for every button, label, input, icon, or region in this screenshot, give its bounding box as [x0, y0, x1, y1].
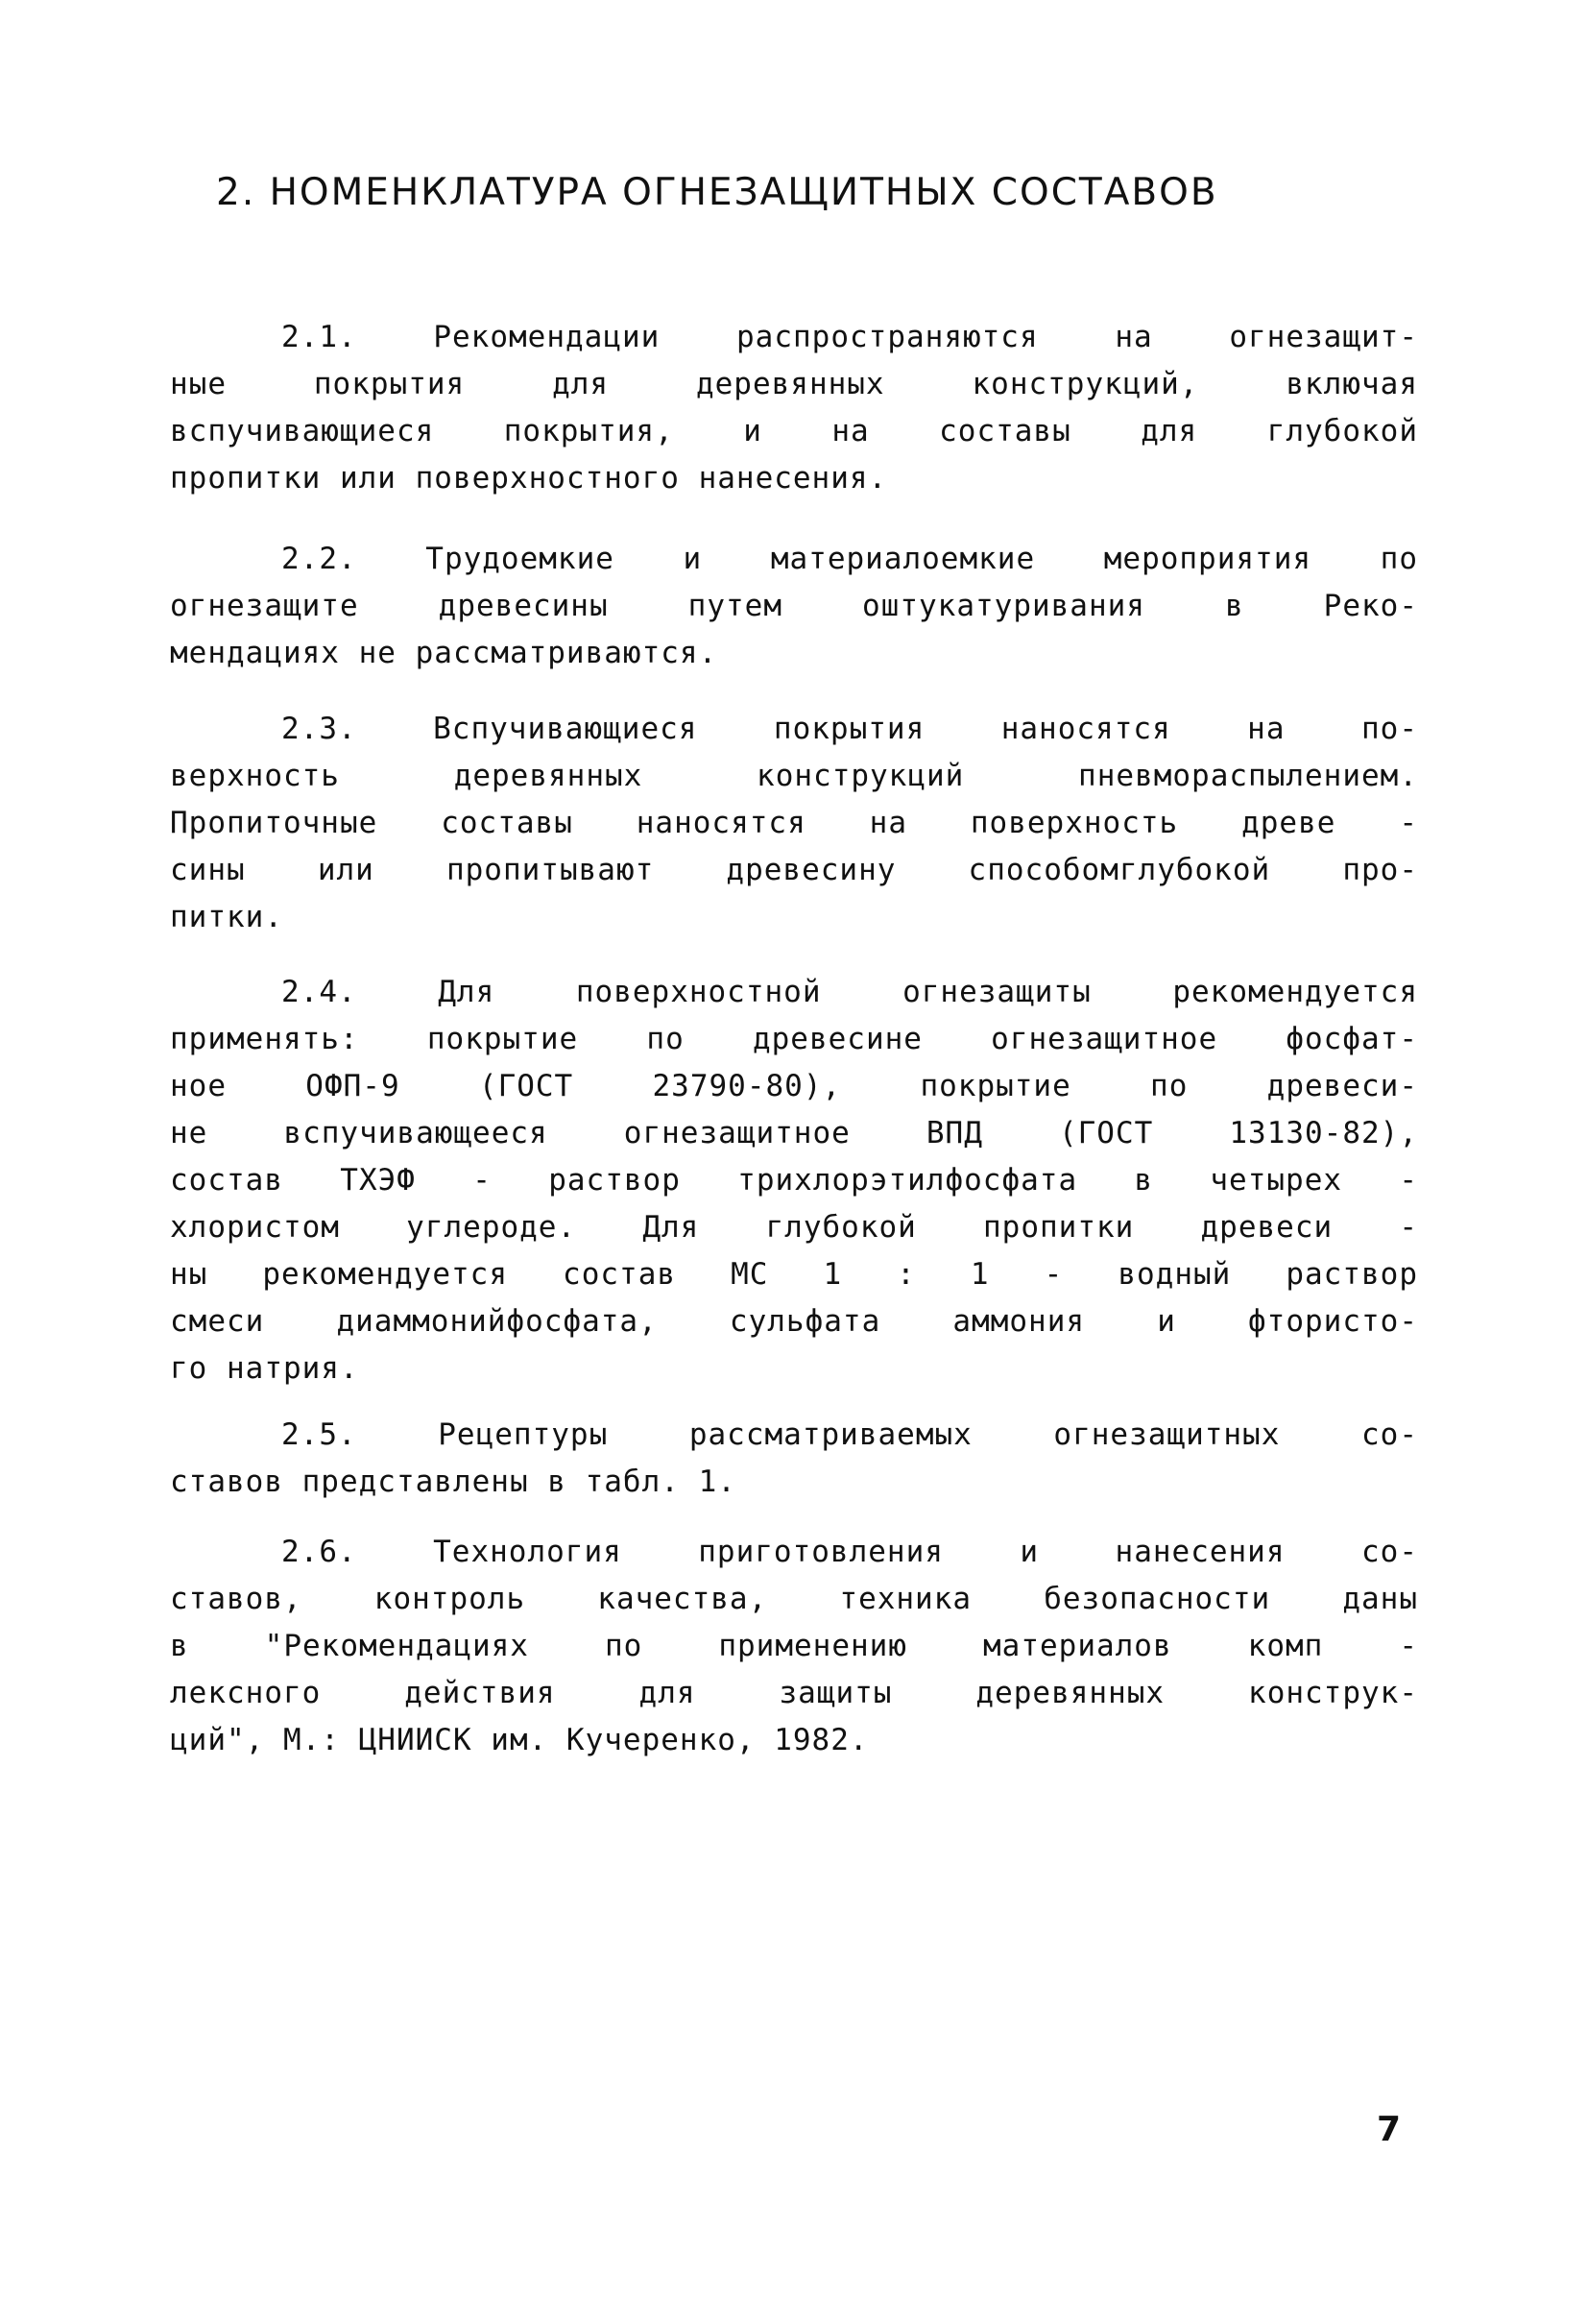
paragraph-line: питки.	[170, 900, 283, 934]
paragraph-line: ное ОФП-9 (ГОСТ 23790-80), покрытие по древеси-	[170, 1069, 1418, 1103]
paragraph-line: го натрия.	[170, 1351, 359, 1386]
paragraph-line: применять: покрытие по древесине огнезащитное фосфат-	[170, 1022, 1418, 1056]
paragraph-line: мендациях не рассматриваются.	[170, 636, 718, 670]
paragraph-line: состав ТХЭФ - раствор трихлорэтилфосфата в четырех -	[170, 1163, 1418, 1198]
paragraph-line: хлористом углероде. Для глубокой пропитки древеси -	[170, 1210, 1418, 1245]
paragraph-line: 2.6. Технология приготовления и нанесения со-	[281, 1535, 1418, 1569]
paragraph-line: пропитки или поверхностного нанесения.	[170, 461, 888, 496]
paragraph-line: сины или пропитывают древесину способомглубокой про-	[170, 853, 1418, 887]
paragraph-2-2	[170, 536, 1418, 677]
paragraph-line: вспучивающиеся покрытия, и на составы для глубокой	[170, 414, 1418, 448]
paragraph-line: ставов, контроль качества, техника безопасности даны	[170, 1582, 1418, 1616]
paragraph-2-1	[170, 314, 1418, 502]
paragraph-line: 2.4. Для поверхностной огнезащиты рекомендуется	[281, 975, 1418, 1009]
paragraph-line: Пропиточные составы наносятся на поверхность древе -	[170, 806, 1418, 840]
paragraph-line: ставов представлены в табл. 1.	[170, 1465, 736, 1499]
paragraph-line: 2.3. Вспучивающиеся покрытия наносятся на по-	[281, 712, 1418, 746]
section-heading: 2. НОМЕНКЛАТУРА ОГНЕЗАЩИТНЫХ СОСТАВОВ	[216, 171, 1218, 214]
paragraph-line: огнезащите древесины путем оштукатуривания в Реко-	[170, 589, 1418, 623]
paragraph-line: 2.2. Трудоемкие и материалоемкие мероприятия по	[281, 542, 1418, 576]
paragraph-2-4	[170, 969, 1418, 1392]
paragraph-line: смеси диаммонийфосфата, сульфата аммония и фтористо-	[170, 1304, 1418, 1339]
paragraph-line: 2.1. Рекомендации распространяются на огнезащит-	[281, 320, 1418, 354]
paragraph-line: лексного действия для защиты деревянных конструк-	[170, 1676, 1418, 1710]
paragraph-line: верхность деревянных конструкций пневмораспылением.	[170, 759, 1418, 793]
paragraph-line: 2.5. Рецептуры рассматриваемых огнезащитных со-	[281, 1417, 1418, 1452]
paragraph-line: не вспучивающееся огнезащитное ВПД (ГОСТ 13130-82),	[170, 1116, 1418, 1150]
paragraph-line: в "Рекомендациях по применению материалов комп -	[170, 1629, 1418, 1663]
paragraph-2-6	[170, 1529, 1418, 1764]
page-number: 7	[1377, 2110, 1402, 2149]
paragraph-line: ций", М.: ЦНИИСК им. Кучеренко, 1982.	[170, 1723, 869, 1757]
paragraph-line: ные покрытия для деревянных конструкций, включая	[170, 367, 1418, 401]
paragraph-line: ны рекомендуется состав МС 1 : 1 - водный раствор	[170, 1257, 1418, 1292]
paragraph-2-3	[170, 706, 1418, 941]
paragraph-2-5	[170, 1412, 1418, 1506]
